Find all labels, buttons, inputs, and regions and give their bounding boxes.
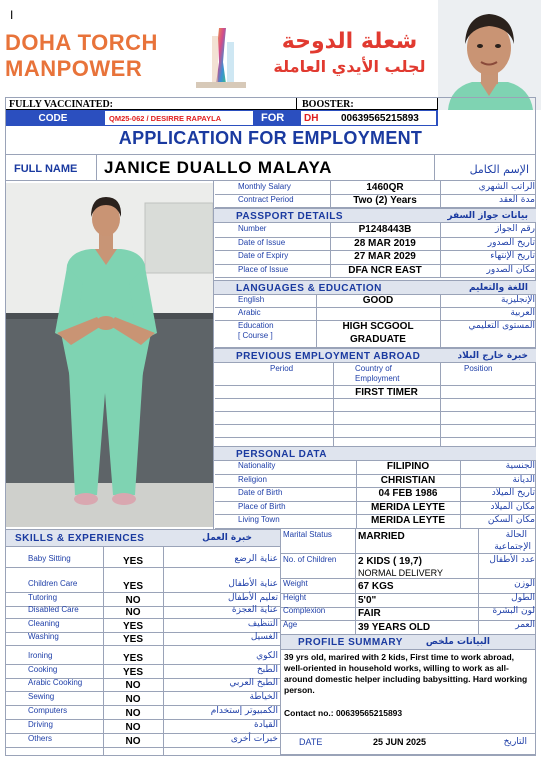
full-name-value: JANICE DUALLO MALAYA	[104, 158, 333, 177]
company-name-ar-line1: شعلة الدوحة	[281, 29, 418, 54]
headshot-photo	[438, 0, 541, 110]
skill-row-0-rule	[5, 567, 280, 568]
skill-row-5-rule	[5, 645, 280, 646]
marital-value: MARRIED	[358, 531, 405, 542]
lang-col-rule	[316, 294, 317, 347]
code-label: CODE	[38, 113, 68, 124]
personal-row-1-label-ar: الديانة	[512, 474, 535, 485]
physical-row-0-rule	[280, 593, 536, 594]
contract-row-1-value: Two (2) Years	[353, 195, 417, 206]
company-name-line1: DOHA TORCH	[5, 30, 158, 55]
vaccination-row	[5, 97, 438, 110]
language-row-0-value: GOOD	[362, 295, 394, 306]
skill-row-11-label-ar: القيادة	[254, 720, 278, 730]
skill-row-0-label: Baby Sitting	[28, 554, 71, 563]
contract-row-0-label-ar: الراتب الشهري	[478, 182, 535, 192]
skill-row-7-value: YES	[122, 667, 143, 678]
skill-row-6-label-ar: الكوي	[256, 651, 278, 661]
full-body-photo	[5, 183, 213, 527]
physical-row-2-label-ar: لون البشرة	[492, 606, 535, 616]
vaccine-divider	[296, 98, 297, 109]
physical-row-0-value: 67 KGS	[358, 581, 394, 592]
prev-col-rule-2	[440, 363, 441, 446]
skills-col-rule	[103, 547, 104, 755]
prev-col-country-2: Employment	[355, 374, 400, 383]
skills-title: SKILLS & EXPERIENCES	[15, 533, 145, 544]
skill-row-9-label-ar: الخياطة	[249, 692, 278, 702]
lang-col-rule-2	[440, 294, 441, 347]
code-bar	[5, 110, 438, 126]
marital-label-ar-1: الحالة	[505, 530, 527, 540]
prev-row-rule-3	[215, 424, 536, 425]
prev-col-rule	[333, 363, 334, 446]
physical-row-3-label: Age	[283, 620, 298, 629]
personal-col-rule-2	[460, 460, 461, 528]
code-value-box	[105, 111, 253, 125]
skill-row-12-value: NO	[125, 736, 141, 747]
skill-row-0-value: YES	[122, 556, 143, 567]
date-label-ar: التاريخ	[503, 737, 527, 747]
date-label: DATE	[299, 737, 323, 747]
passport-row-1-label-ar: تاريخ الصدور	[487, 237, 535, 248]
skill-row-11-value: NO	[125, 722, 141, 733]
passport-header	[214, 208, 536, 223]
physical-row-3-value: 39 YEARS OLD	[358, 622, 431, 633]
contract-row-0-value: 1460QR	[366, 182, 404, 193]
passport-row-2-label: Date of Expiry	[238, 251, 289, 260]
contract-col-rule	[330, 181, 331, 207]
prev-employment-title: PREVIOUS EMPLOYMENT ABROAD	[236, 351, 421, 362]
skill-row-6-value: YES	[122, 653, 143, 664]
physical-row-0-label: Weight	[283, 579, 308, 588]
company-name-line2: MANPOWER	[5, 56, 143, 81]
passport-row-3-label-ar: مكان الصدور	[486, 264, 535, 275]
personal-row-0-label-ar: الجنسية	[505, 461, 535, 471]
skill-row-1-value: YES	[122, 581, 143, 592]
prev-col-country-1: Country of	[355, 364, 392, 373]
personal-row-1-value: CHRISTIAN	[380, 474, 436, 486]
physical-row-3-label-ar: العمر	[515, 620, 535, 630]
personal-row-3-value: MERIDA LEYTE	[370, 501, 446, 513]
skills-header	[5, 529, 280, 547]
languages-title-ar: اللغة والتعليم	[468, 283, 528, 293]
languages-title: LANGUAGES & EDUCATION	[236, 283, 382, 294]
full-name-row	[5, 154, 536, 181]
skill-row-5-label-ar: الغسيل	[250, 632, 278, 642]
profile-title-ar: البيانات ملخص	[425, 637, 490, 647]
skill-row-0-label-ar: عناية الرضع	[234, 554, 278, 564]
skill-row-8-label-ar: الطبخ العربي	[229, 678, 278, 688]
physical-col-rule	[355, 529, 356, 634]
physical-row-1-label-ar: الطول	[511, 593, 535, 603]
date-value: 25 JUN 2025	[373, 737, 427, 747]
skills-col-rule-2	[163, 547, 164, 755]
contract-col-rule-2	[440, 181, 441, 207]
company-name-ar-line2: لجلب الأيدي العاملة	[273, 57, 426, 76]
physical-row-1-value: 5'0"	[358, 595, 377, 606]
profile-contact: Contact no.: 00639565215893	[284, 708, 403, 718]
children-label-ar: عدد الأطفال	[489, 555, 535, 565]
skill-row-10-label: Computers	[28, 706, 68, 715]
full-name-divider-2	[434, 155, 435, 180]
passport-row-3-label: Place of Issue	[238, 264, 289, 274]
skill-row-7-label: Cooking	[28, 665, 58, 674]
personal-row-3-label-ar: مكان الميلاد	[490, 501, 535, 512]
language-row-0-label-ar: الإنجليزية	[501, 295, 535, 305]
prev-row-rule-4	[215, 437, 536, 438]
skill-row-8-value: NO	[125, 680, 141, 691]
profile-header	[280, 634, 536, 650]
full-name-label: FULL NAME	[14, 163, 78, 175]
personal-row-0-value: FILIPINO	[386, 461, 430, 472]
skill-row-5-value: YES	[122, 634, 143, 645]
full-name-label-ar: الإسم الكامل	[469, 163, 529, 176]
children-label: No. of Children	[283, 555, 337, 564]
booster-label: BOOSTER:	[302, 99, 354, 110]
skill-row-9-value: NO	[125, 694, 141, 705]
prev-employment-title-ar: خبرة خارج البلاد	[457, 351, 528, 361]
passport-row-3-rule	[215, 277, 536, 278]
marital-rule	[280, 553, 536, 554]
skill-row-12-label: Others	[28, 734, 53, 743]
skill-row-3-value: NO	[125, 607, 141, 618]
children-value-2: NORMAL DELIVERY	[358, 568, 444, 578]
prev-row-rule-0	[215, 385, 536, 386]
company-name-ar	[262, 28, 437, 78]
language-row-1-label-ar: العربية	[510, 308, 535, 318]
passport-row-0-label-ar: رقم الجواز	[494, 224, 535, 234]
personal-row-4-label: Living Town	[238, 515, 280, 524]
prev-row-rule-1	[215, 398, 536, 399]
phone-number: 00639565215893	[341, 113, 419, 124]
education-label-ar: المستوى التعليمي	[468, 321, 535, 331]
skill-row-2-label-ar: تعليم الأطفال	[227, 593, 278, 603]
prev-employment-header	[214, 348, 536, 363]
skill-row-11-label: Driving	[28, 720, 53, 729]
skill-row-3-label: Disabled Care	[28, 605, 79, 614]
for-label: FOR	[261, 112, 285, 124]
children-rule	[280, 578, 536, 579]
skill-row-5-label: Washing	[28, 632, 59, 641]
skill-row-7-label-ar: الطبخ	[256, 665, 278, 675]
personal-title: PERSONAL DATA	[236, 449, 327, 460]
skill-row-10-label-ar: الكمبيوتر إستخدام	[210, 706, 278, 716]
physical-col-rule-2	[478, 529, 479, 634]
physical-row-3-rule	[280, 634, 536, 635]
marital-label-ar-2: الإجتماعية	[494, 542, 531, 552]
personal-row-2-label: Date of Birth	[238, 488, 283, 497]
passport-row-1-value: 28 MAR 2019	[354, 237, 416, 249]
skill-row-9-label: Sewing	[28, 692, 55, 701]
footer-date-row	[280, 733, 536, 755]
profile-title: PROFILE SUMMARY	[298, 637, 403, 648]
education-value-2: GRADUATE	[350, 334, 406, 345]
personal-row-0-label: Nationality	[238, 461, 276, 470]
passport-row-2-label-ar: تاريخ الإنتهاء	[490, 251, 535, 261]
passport-title: PASSPORT DETAILS	[236, 211, 344, 222]
prev-row-rule-2	[215, 411, 536, 412]
skills-title-ar: خبرة العمل	[202, 533, 252, 543]
fully-vaccinated-label: FULLY VACCINATED:	[9, 99, 114, 110]
for-value-box	[301, 111, 436, 125]
skill-row-4-label-ar: التنظيف	[247, 619, 278, 629]
skill-row-2-label: Tutoring	[28, 593, 58, 602]
skill-row-3-label-ar: عناية العجزة	[231, 605, 278, 615]
for-value: DH	[304, 113, 319, 124]
skill-row-4-label: Cleaning	[28, 619, 60, 628]
skills-right-rule	[280, 529, 281, 756]
marital-label: Marital Status	[283, 530, 332, 539]
physical-row-0-label-ar: الوزن	[514, 579, 535, 589]
personal-row-4-value: MERIDA LEYTE	[370, 515, 446, 526]
education-value-1: HIGH SCGOOL	[342, 321, 414, 332]
skill-row-6-label: Ironing	[28, 651, 53, 660]
skill-row-2-value: NO	[125, 595, 141, 606]
profile-summary-text: 39 yrs old, marired with 2 kids, First time to work abroad, well-oriented in household works, willing to work as all-around domestic helper including babysitting. Hard working person.	[284, 652, 528, 695]
passport-row-3-value: DFA NCR EAST	[348, 264, 422, 276]
page-title: APPLICATION FOR EMPLOYMENT	[118, 128, 423, 148]
prev-col-position: Position	[464, 364, 493, 373]
language-row-1-label: Arabic	[238, 308, 261, 317]
personal-row-4-rule	[215, 528, 536, 529]
languages-header	[214, 280, 536, 295]
personal-header	[214, 446, 536, 461]
full-name-divider	[96, 155, 97, 180]
education-label-1: Education	[238, 321, 274, 330]
children-value-1: 2 KIDS ( 19,7)	[358, 556, 422, 567]
skill-row-12-rule	[5, 747, 280, 748]
skill-row-8-label: Arabic Cooking	[28, 678, 83, 687]
physical-row-2-rule	[280, 620, 536, 621]
physical-row-2-label: Complexion	[283, 606, 326, 615]
contract-row-1-label-ar: مدة العقد	[499, 195, 535, 205]
passport-col-rule	[330, 223, 331, 277]
personal-row-3-label: Place of Birth	[238, 501, 286, 511]
passport-row-0-value: P1248443B	[358, 224, 412, 235]
personal-row-1-label: Religion	[238, 474, 267, 484]
contract-row-0-label: Monthly Salary	[238, 182, 291, 191]
personal-row-4-label-ar: مكان السكن	[487, 515, 535, 525]
passport-row-0-label: Number	[238, 224, 267, 233]
company-name-en	[5, 30, 158, 82]
skill-row-4-value: YES	[122, 621, 143, 632]
passport-title-ar: بيانات جواز السفر	[447, 211, 528, 221]
skill-row-10-value: NO	[125, 708, 141, 719]
physical-row-2-value: FAIR	[358, 608, 381, 619]
language-row-0-label: English	[238, 295, 265, 304]
skill-row-1-label: Children Care	[28, 579, 78, 588]
prev-first-row-value: FIRST TIMER	[355, 387, 418, 398]
physical-row-1-label: Height	[283, 593, 307, 602]
language-row-0-rule	[215, 307, 536, 308]
skill-row-12-label-ar: خبرات أخرى	[230, 734, 278, 744]
education-label-2: [ Course ]	[238, 331, 273, 340]
skill-row-1-label-ar: عناية الأطفال	[228, 579, 278, 589]
company-logo	[192, 22, 250, 92]
personal-col-rule	[356, 460, 357, 528]
contract-row-1-label: Contract Period	[238, 195, 294, 204]
passport-row-1-label: Date of Issue	[238, 237, 286, 247]
passport-col-rule-2	[440, 223, 441, 277]
personal-row-2-label-ar: تاريخ الميلاد	[491, 488, 535, 498]
passport-row-2-value: 27 MAR 2029	[354, 251, 416, 262]
corner-mark: I	[10, 8, 14, 22]
prev-col-period: Period	[270, 364, 294, 373]
personal-row-2-value: 04 FEB 1986	[378, 488, 438, 499]
code-value: QM25-062 / DESIRRE RAPAYLA	[109, 114, 222, 123]
